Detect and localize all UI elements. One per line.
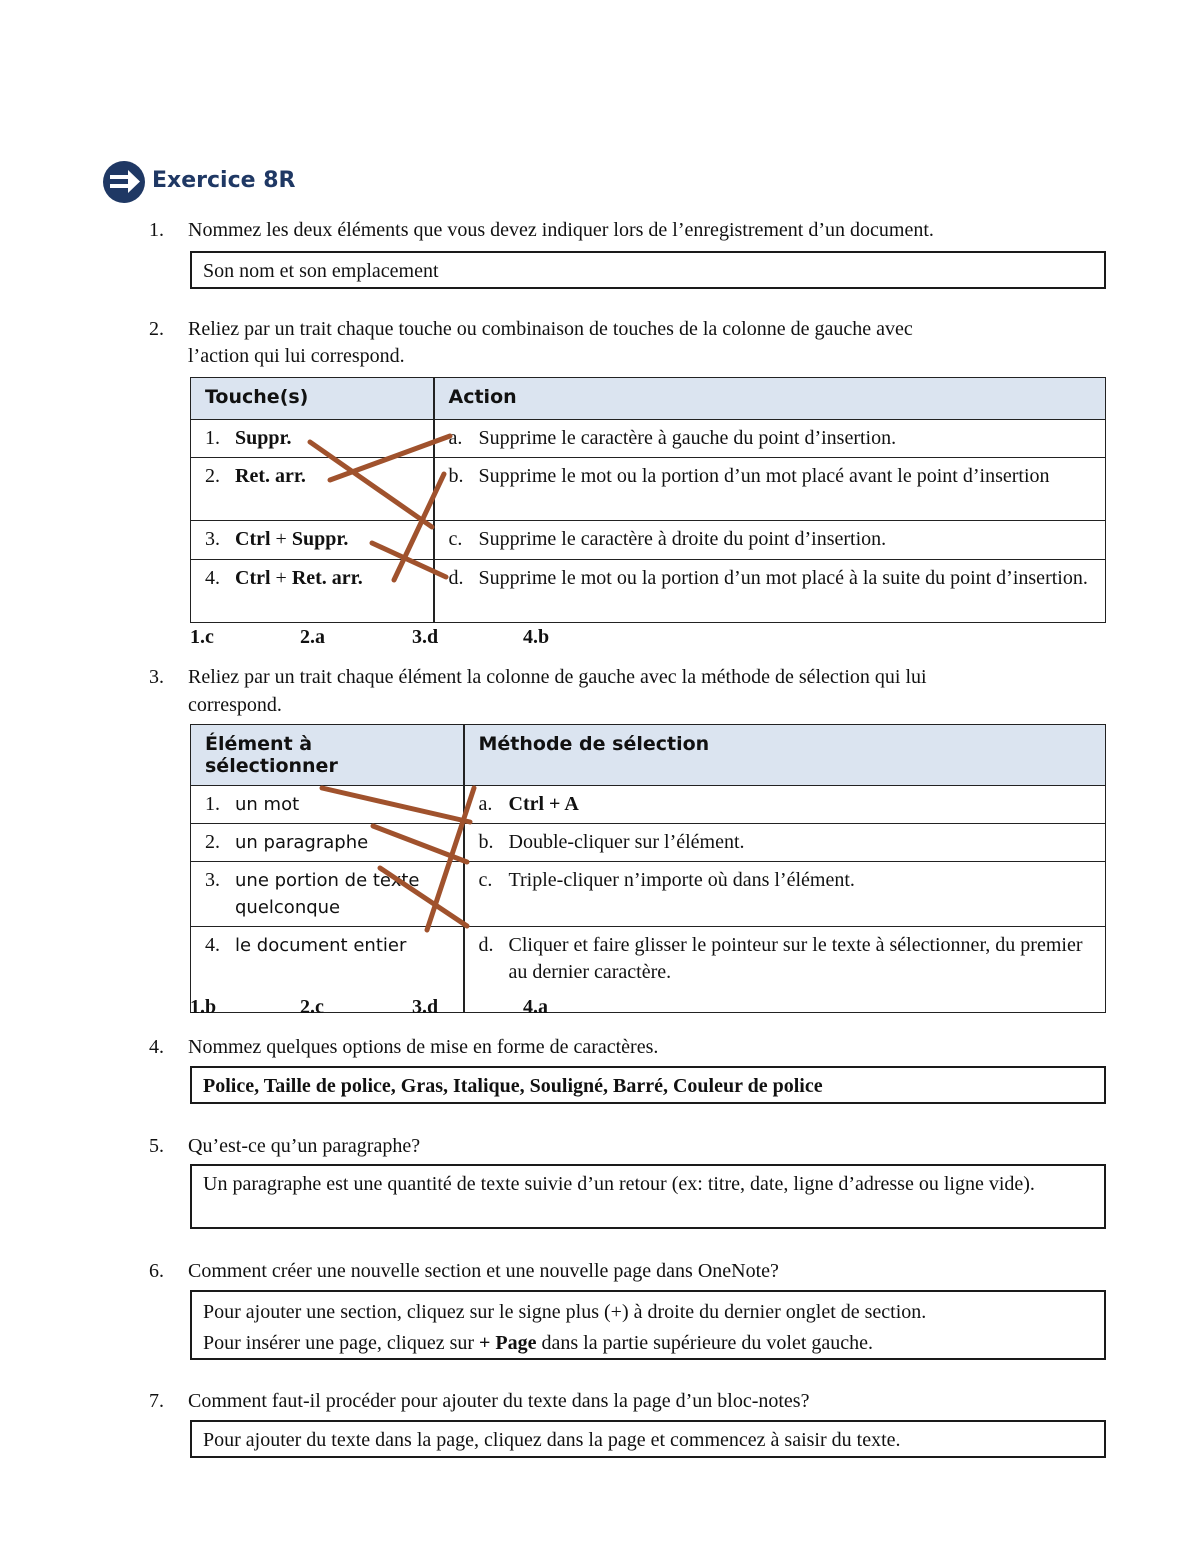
question-4-text: Nommez quelques options de mise en forme de caractères. [188, 1036, 659, 1058]
answer-2-item: 2.a [300, 626, 325, 648]
answer-4-text: Police, Taille de police, Gras, Italique, Souligné, Barré, Couleur de police [203, 1075, 823, 1097]
answer-6-line-1: Pour ajouter une section, cliquez sur le signe plus (+) à droite du dernier onglet de section. [203, 1301, 927, 1323]
key-label-ctrl: Ctrl [508, 793, 545, 815]
table-2-header-keys: Touche(s) [191, 378, 434, 420]
item-number: 4. [205, 934, 220, 956]
action-text: Supprime le caractère à droite du point d’insertion. [478, 528, 887, 550]
table-row [191, 458, 1106, 521]
answer-7-text: Pour ajouter du texte dans la page, cliquez dans la page et commencez à saisir du texte. [203, 1429, 901, 1451]
answer-5-box [190, 1164, 1106, 1229]
keys-actions-table [190, 377, 1106, 623]
question-1-number: 1. [149, 219, 164, 241]
question-1-text: Nommez les deux éléments que vous devez indiquer lors de l’enregistrement d’un document. [188, 219, 934, 241]
key-label: Ret. arr. [291, 567, 363, 589]
question-6-number: 6. [149, 1260, 164, 1282]
method-letter: d. [478, 934, 494, 956]
question-3-line-1: Reliez par un trait chaque élément la colonne de gauche avec la méthode de sélection qui lui [188, 666, 927, 688]
table-row [191, 560, 1106, 623]
plus-sign: + [270, 567, 292, 589]
table-row [191, 786, 1106, 824]
answer-2-item: 4.b [523, 626, 550, 648]
action-letter: a. [448, 427, 463, 449]
new-page-label: + Page [479, 1332, 537, 1354]
answer-3-item: 1.b [190, 996, 217, 1018]
answer-1-text: Son nom et son emplacement [203, 260, 439, 282]
action-text: Supprime le caractère à gauche du point d’insertion. [478, 427, 897, 449]
action-text: Supprime le mot ou la portion d’un mot placé avant le point d’insertion [478, 465, 1050, 487]
table-row [191, 824, 1106, 862]
exercise-title: Exercice 8R [152, 168, 296, 193]
item-number: 2. [205, 465, 220, 487]
element-label: une portion de texte quelconque [235, 870, 420, 918]
answer-2-row [190, 626, 790, 654]
question-3-line-2: correspond. [188, 694, 282, 716]
question-2-number: 2. [149, 318, 164, 340]
key-label-ctrl: Ctrl [235, 528, 271, 550]
element-label: un paragraphe [235, 832, 369, 853]
question-5-text: Qu’est-ce qu’un paragraphe? [188, 1135, 421, 1157]
item-number: 3. [205, 869, 220, 891]
plus-sign: + [270, 528, 292, 550]
key-label: Suppr. [291, 528, 349, 550]
question-2-line-1: Reliez par un trait chaque touche ou combinaison de touches de la colonne de gauche avec [188, 318, 913, 340]
method-text: Double-cliquer sur l’élément. [508, 831, 745, 853]
question-6-text: Comment créer une nouvelle section et une nouvelle page dans OneNote? [188, 1260, 779, 1282]
answer-2-item: 1.c [190, 626, 214, 648]
table-2-header-action: Action [434, 378, 1106, 420]
key-label-a: A [564, 793, 579, 815]
table-row [191, 862, 1106, 927]
method-text: Triple-cliquer n’importe où dans l’élément. [508, 869, 855, 891]
key-label-ctrl: Ctrl [235, 567, 271, 589]
question-7-text: Comment faut-il procéder pour ajouter du texte dans la page d’un bloc-notes? [188, 1390, 810, 1412]
answer-6-line-2: Pour insérer une page, cliquez sur + Page dans la partie supérieure du volet gauche. [203, 1332, 874, 1354]
item-number: 1. [205, 793, 220, 815]
method-letter: c. [478, 869, 493, 891]
element-label: le document entier [235, 935, 407, 956]
item-number: 2. [205, 831, 220, 853]
method-letter: b. [478, 831, 494, 853]
method-letter: a. [478, 793, 493, 815]
arrow-right-circle-icon [102, 160, 146, 204]
question-5-number: 5. [149, 1135, 164, 1157]
answer-5-text: Un paragraphe est une quantité de texte suivie d’un retour (ex: titre, date, ligne d’adresse ou ligne vide). [203, 1173, 1035, 1195]
method-text: Cliquer et faire glisser le pointeur sur le texte à sélectionner, du premier au dernier caractère. [508, 934, 1083, 983]
question-7-number: 7. [149, 1390, 164, 1412]
table-3-header-element: Élément à sélectionner [191, 725, 464, 786]
answer-1-box [190, 251, 1106, 289]
question-2-line-2: l’action qui lui correspond. [188, 345, 405, 367]
question-4-number: 4. [149, 1036, 164, 1058]
answer-4-box [190, 1066, 1106, 1104]
action-letter: d. [448, 567, 464, 589]
action-letter: b. [448, 465, 464, 487]
answer-6-box [190, 1290, 1106, 1360]
plus-sign: + [544, 793, 565, 815]
answer-3-item: 4.a [523, 996, 548, 1018]
question-3-number: 3. [149, 666, 164, 688]
answer-3-item: 3.d [412, 996, 439, 1018]
item-number: 3. [205, 528, 220, 550]
answer-2-item: 3.d [412, 626, 439, 648]
key-label: Ret. arr. [235, 465, 306, 487]
element-label: un mot [235, 794, 300, 815]
key-label: Suppr. [235, 427, 292, 449]
answer-7-box [190, 1420, 1106, 1458]
answer-3-row [190, 996, 790, 1024]
selection-methods-table [190, 724, 1106, 1013]
table-row [191, 521, 1106, 560]
answer-3-item: 2.c [300, 996, 324, 1018]
action-text: Supprime le mot ou la portion d’un mot placé à la suite du point d’insertion. [478, 567, 1088, 589]
table-3-header-method: Méthode de sélection [464, 725, 1106, 786]
table-row [191, 420, 1106, 458]
item-number: 1. [205, 427, 220, 449]
action-letter: c. [448, 528, 463, 550]
item-number: 4. [205, 567, 220, 589]
